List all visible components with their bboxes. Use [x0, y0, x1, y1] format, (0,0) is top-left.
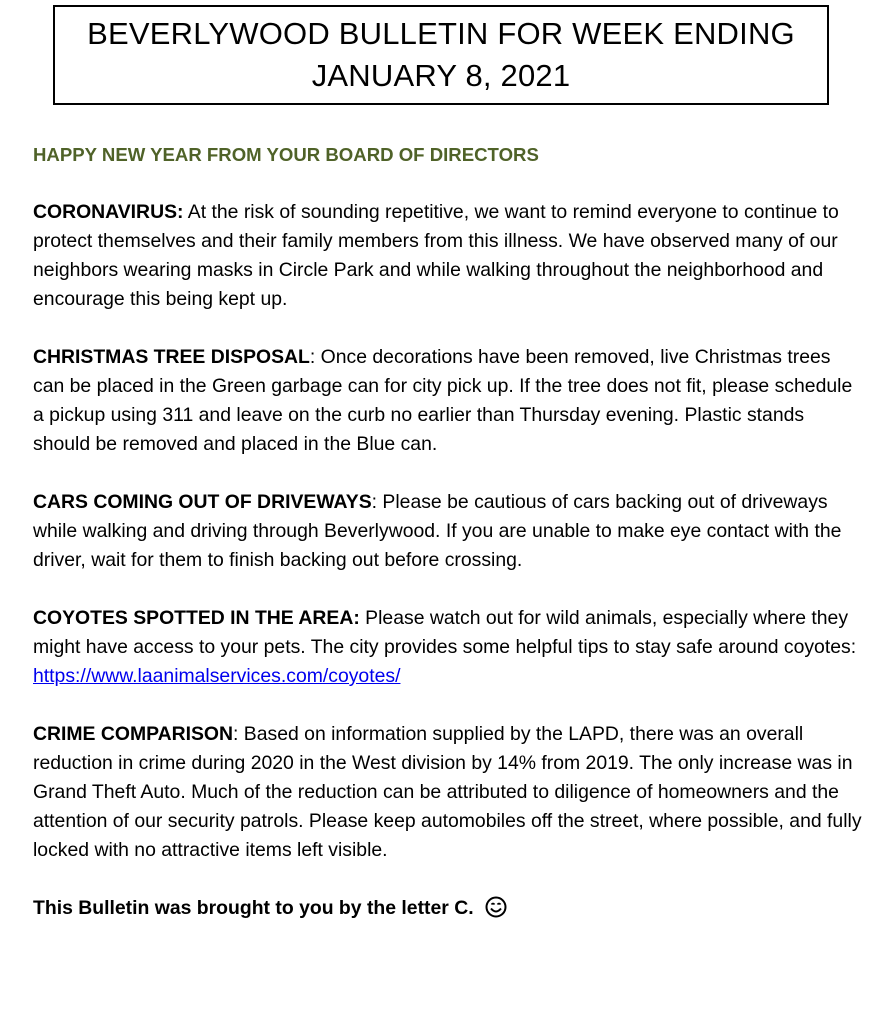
section-heading: CARS COMING OUT OF DRIVEWAYS	[33, 491, 372, 513]
signoff-text: This Bulletin was brought to you by the letter C.	[33, 897, 474, 919]
section-heading: CRIME COMPARISON	[33, 723, 234, 745]
section-heading: CHRISTMAS TREE DISPOSAL	[33, 346, 310, 368]
bulletin-title-box	[53, 5, 829, 105]
bulletin-title-line1: BEVERLYWOOD BULLETIN FOR WEEK ENDING	[87, 16, 795, 51]
section-christmas-tree-disposal	[33, 343, 863, 459]
section-heading: CORONAVIRUS:	[33, 201, 184, 223]
section-heading: COYOTES SPOTTED IN THE AREA:	[33, 607, 360, 629]
section-body: : Based on information supplied by the LAPD, there was an overall reduction in crime during 2020 in the West division by 14% from 2019. The only increase was in Grand Theft Auto. Much of the reduction can be attributed to diligence of homeowners and the attention of our security patrols. Please keep automobiles off the street, where possible, and fully locked with no attractive items left visible.	[33, 723, 862, 861]
section-coronavirus	[33, 198, 863, 314]
bulletin-content	[33, 140, 863, 927]
section-body: : Please be cautious of cars backing out of driveways while walking and driving through Beverlywood. If you are unable to make eye contact with the driver, wait for them to finish backing out before crossing.	[33, 491, 842, 571]
bulletin-subtitle: HAPPY NEW YEAR FROM YOUR BOARD OF DIRECTORS	[33, 144, 539, 165]
section-crime-comparison	[33, 720, 863, 865]
section-coyotes	[33, 604, 863, 691]
section-cars-driveways	[33, 488, 863, 575]
coyotes-link[interactable]: https://www.laanimalservices.com/coyotes/	[33, 665, 401, 687]
section-body: : Once decorations have been removed, live Christmas trees can be placed in the Green garbage can for city pick up. If the tree does not fit, please schedule a pickup using 311 and leave on the curb no earlier than Thursday evening. Plastic stands should be removed and placed in the Blue can.	[33, 346, 853, 455]
section-body: Please watch out for wild animals, especially where they might have access to your pets. The city provides some helpful tips to stay safe around coyotes:	[33, 607, 857, 658]
bulletin-title-line2: JANUARY 8, 2021	[311, 58, 571, 93]
section-body: At the risk of sounding repetitive, we want to remind everyone to continue to protect themselves and their family members from this illness. We have observed many of our neighbors wearing masks in Circle Park and while walking throughout the neighborhood and encourage this being kept up.	[33, 201, 839, 310]
bulletin-signoff	[33, 894, 863, 927]
smiley-face-icon	[485, 896, 507, 927]
